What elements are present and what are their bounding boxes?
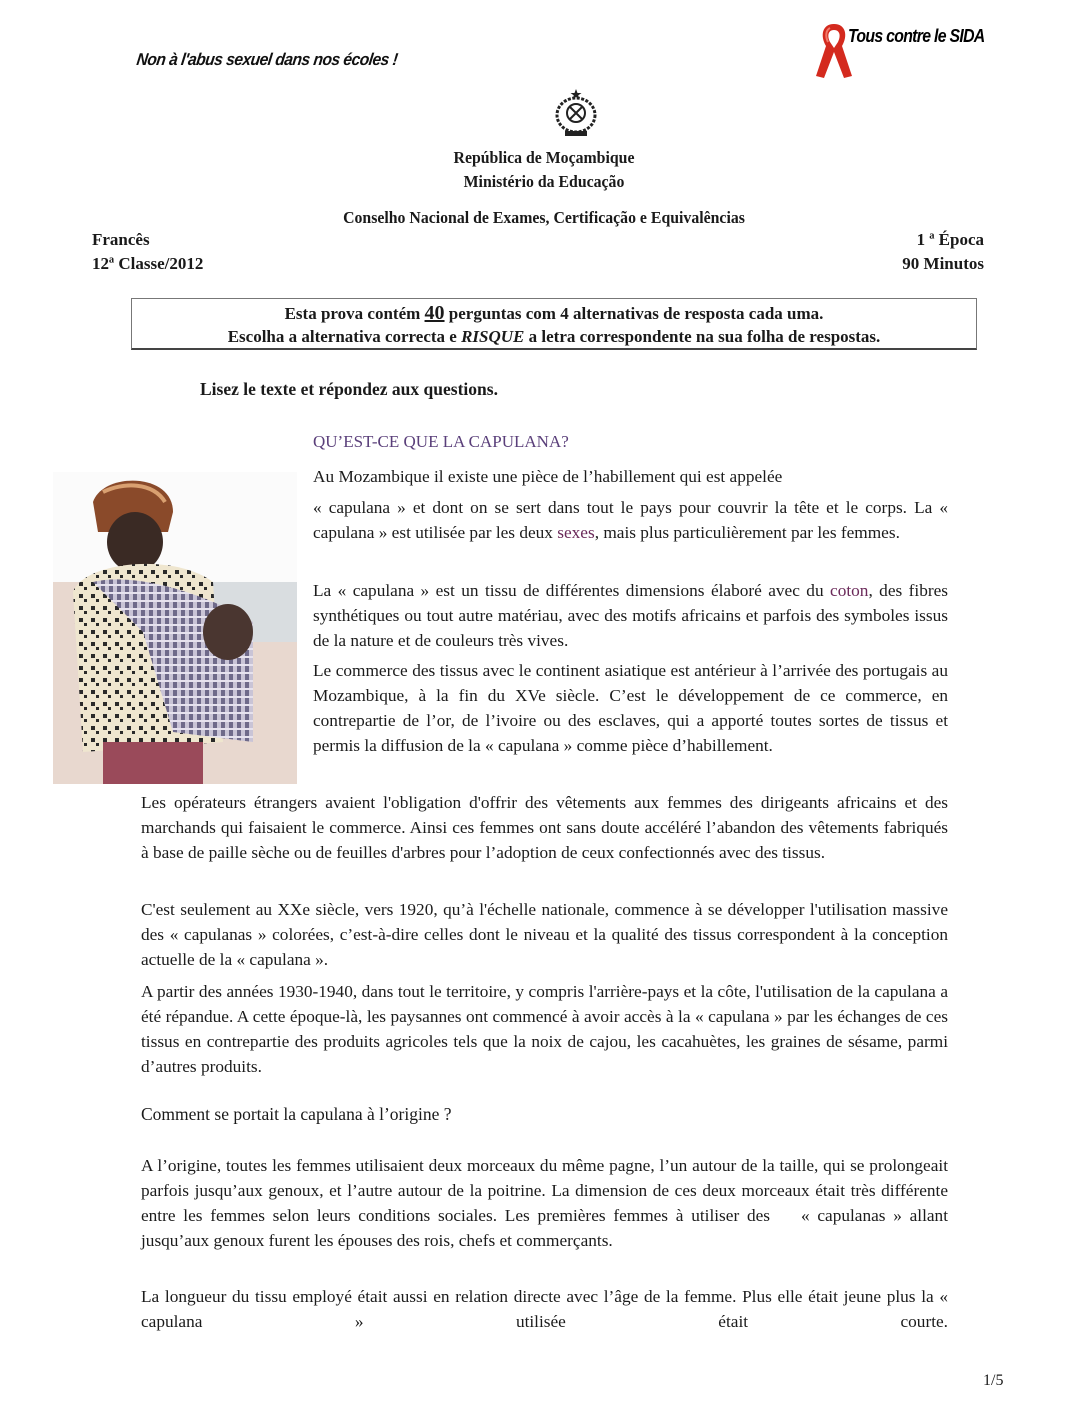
class-year-label: 12ª Classe/2012 <box>92 254 204 273</box>
council-name: Conselho Nacional de Exames, Certificação e Equivalências <box>343 208 745 227</box>
paragraph-4: Les opérateurs étrangers avaient l'obligation d'offrir des vêtements aux femmes des dirigeants africains et des marchands qui faisaient le commerce. Ainsi ces femmes ont sans doute accéléré l’abandon des vêtements fabriqués à base de paille sèche ou de feuilles d'arbres pour l’adoption de ceux confectionnés avec des tissus. <box>141 793 948 862</box>
aids-slogan: Tous contre le SIDA <box>848 26 985 46</box>
mozambique-emblem-icon <box>553 87 599 139</box>
article-title: QU’EST-CE QUE LA CAPULANA? <box>313 432 569 451</box>
page-number: 1/5 <box>983 1372 1004 1389</box>
section-subheading: Comment se portait la capulana à l’origine ? <box>141 1104 452 1124</box>
question-count: 40 <box>424 302 445 324</box>
ministry-name: Ministério da Educação <box>463 172 625 191</box>
instructions-line-2: Escolha a alternativa correcta e RISQUE a letra correspondente na sua folha de respostas. <box>227 327 881 346</box>
paragraph-7: A l’origine, toutes les femmes utilisaient deux morceaux du même pagne, l’un autour de la taille, qui se prolongeait parfois jusqu’aux genoux, et l’autre autour de la poitrine. La dimension de ces deux morceaux était très différente entre les femmes selon leurs conditions sociales. Les premières femmes à utiliser des « capulanas » allant jusqu’aux genoux furent les épouses des rois, chefs et commerçants. <box>141 1156 953 1250</box>
slogan-text: Non à l'abus sexuel dans nos écoles ! <box>135 50 399 69</box>
aids-banner <box>812 20 1032 90</box>
risque-emphasis: RISQUE <box>461 327 525 346</box>
instructions-line-1: Esta prova contém 40 perguntas com 4 alternativas de resposta cada uma. <box>284 302 824 324</box>
task-instruction: Lisez le texte et répondez aux questions. <box>200 379 498 399</box>
paragraph-3: Le commerce des tissus avec le continent asiatique est antérieur à l’arrivée des portugais au Mozambique, à la fin du XVe siècle. C’est le développement de ce commerce, en contrepartie de l’or, de l’ivoire ou des esclaves, qui a apporté toutes sortes de tissus et permis la diffusion de la « capulana » comme pièce d’habillement. <box>313 661 948 755</box>
paragraph-8: La longueur du tissu employé était aussi en relation directe avec l’âge de la femme. Plus elle était jeune plus la « capulana » utilisée était courte. <box>141 1287 948 1331</box>
paragraph-2: La « capulana » est un tissu de différentes dimensions élaboré avec du coton, des fibres synthétiques ou tout autre matériau, avec des motifs africains et parfois des symboles issus de la nature et de couleurs très vives. <box>313 581 948 650</box>
highlight-sexes: sexes <box>557 523 595 542</box>
epoch-label: 1 ª Época <box>916 230 984 249</box>
woman-carrying-child-photo <box>53 472 297 784</box>
instructions-box <box>131 298 977 350</box>
paragraph-6: A partir des années 1930-1940, dans tout le territoire, y compris l'arrière-pays et la côte, l'utilisation de la capulana a été répandue. A cette époque-là, les paysannes ont commencé à avoir accès à la « capulana » par les échanges de ces tissus en contrepartie des produits agricoles tels que la noix de cajou, les cacahuètes, les graines de sésame, parmi d’autres produits. <box>141 982 948 1076</box>
republic-name: República de Moçambique <box>453 148 635 167</box>
paragraph-1-first-line: Au Mozambique il existe une pièce de l’habillement qui est appelée <box>313 467 783 486</box>
duration-label: 90 Minutos <box>902 254 984 273</box>
paragraph-5: C'est seulement au XXe siècle, vers 1920, qu’à l'échelle nationale, commence à se développer l'utilisation massive des « capulanas » colorées, c’est-à-dire celles dont le niveau et la qualité des tissus correspondent à la conception actuelle de la « capulana ». <box>141 900 948 969</box>
subject-label: Francês <box>92 230 150 249</box>
paragraph-1: « capulana » et dont on se sert dans tout le pays pour couvrir la tête et le corps. La « capulana » est utilisée par les deux sexes, mais plus particulièrement par les femmes. <box>313 498 948 542</box>
highlight-coton: coton <box>830 581 869 600</box>
